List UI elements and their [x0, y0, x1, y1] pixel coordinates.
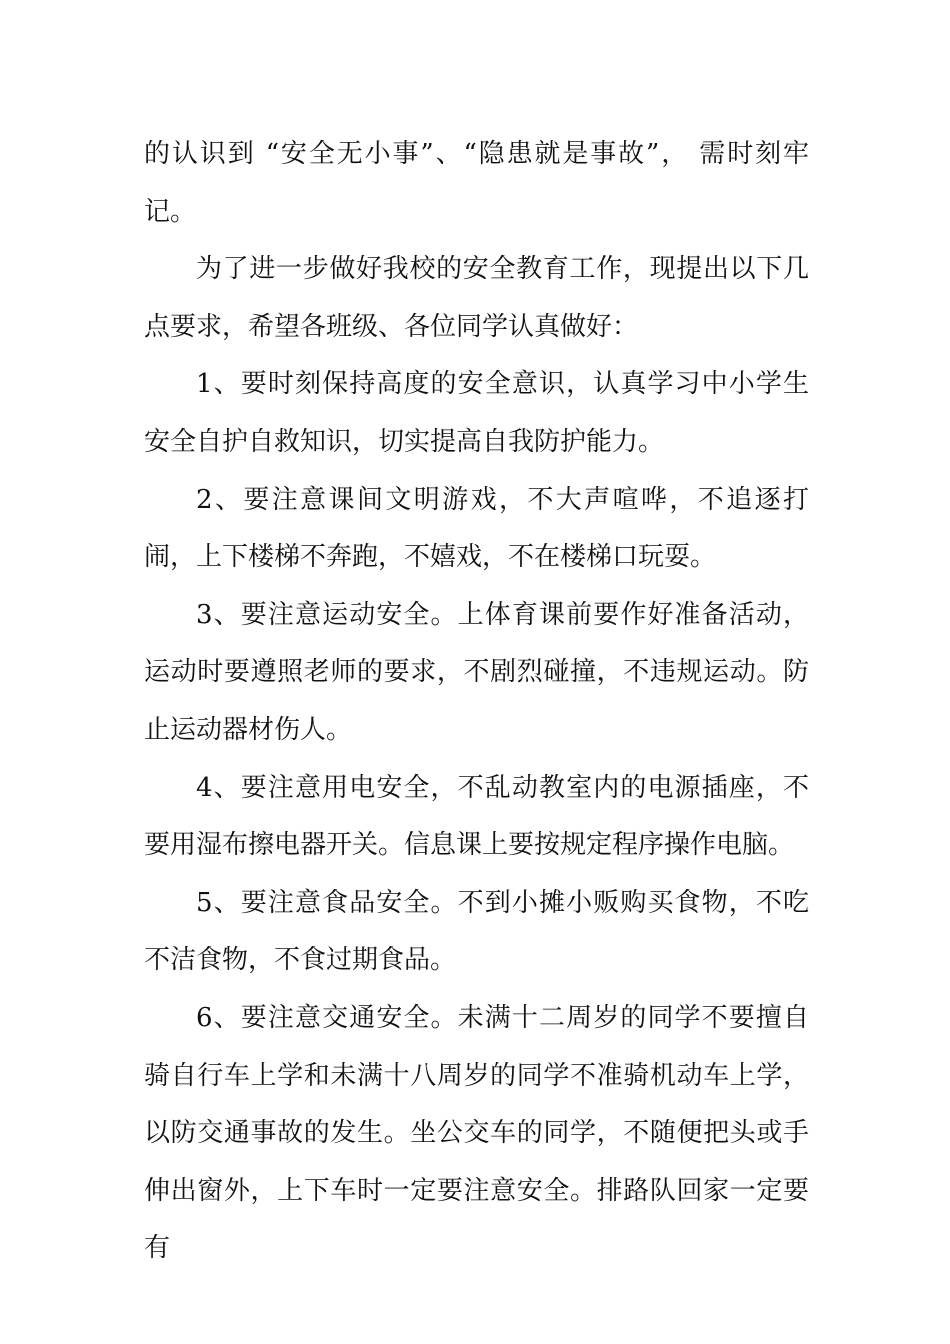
paragraph-item-2: 2、要注意课间文明游戏，不大声喧哗，不追逐打闹，上下楼梯不奔跑，不嬉戏，不在楼梯口玩耍。	[144, 484, 809, 573]
document-body	[144, 126, 809, 1278]
paragraph-item-6: 6、要注意交通安全。未满十二周岁的同学不要擅自骑自行车上学和未满十八周岁的同学不准骑机动车上学，以防交通事故的发生。坐公交车的同学，不随便把头或手伸出窗外，上下车时一定要注意安全。排路队回家一定要有	[144, 1002, 809, 1264]
paragraph-item-1: 1、要时刻保持高度的安全意识，认真学习中小学生安全自护自救知识，切实提高自我防护能力。	[144, 369, 809, 457]
paragraph-item-5: 5、要注意食品安全。不到小摊小贩购买食物，不吃不洁食物，不食过期食品。	[144, 887, 809, 976]
paragraph-item-4: 4、要注意用电安全，不乱动教室内的电源插座，不要用湿布擦电器开关。信息课上要按规定程序操作电脑。	[144, 772, 809, 861]
paragraph-item-3: 3、要注意运动安全。上体育课前要作好准备活动，运动时要遵照老师的要求，不剧烈碰撞，不违规运动。防止运动器材伤人。	[144, 599, 809, 745]
paragraph-continuation: 的认识到 “安全无小事”、“隐患就是事故”， 需时刻牢记。	[144, 139, 809, 227]
paragraph-intro: 为了进一步做好我校的安全教育工作，现提出以下几点要求，希望各班级、各位同学认真做好：	[144, 254, 809, 342]
